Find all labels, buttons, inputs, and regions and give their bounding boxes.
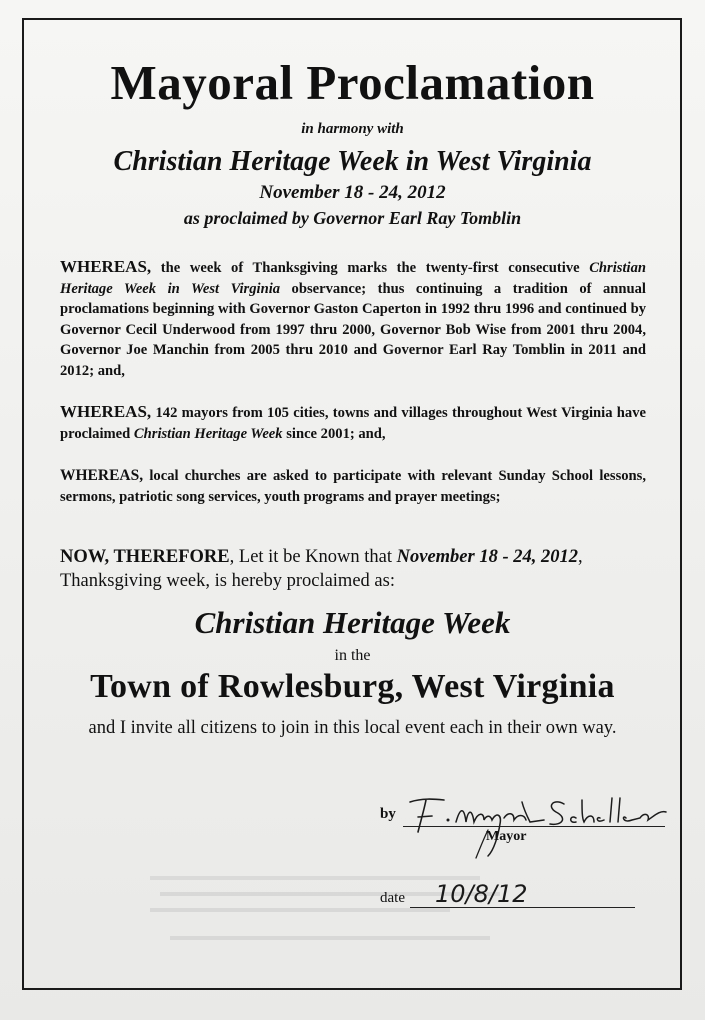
whereas-italic: Christian Heritage Week in West Virginia <box>60 260 646 297</box>
mayor-signature <box>404 777 674 860</box>
whereas-text: observance; thus continuing a tradition of annual proclamations beginning with Governor Gaston Caperton in 1992 thru 1996 and continued by Governor Cecil Underwood from 1997 thru 2000, Governor Bob Wise from 2001 thru 2004, Governor Joe Manchin from 2005 thru 2010 and Governor Earl Ray Tomblin in 2011 and 2012; and, <box>60 280 646 379</box>
resolution-dates: November 18 - 24, 2012 <box>396 547 578 567</box>
whereas-lead: WHEREAS, <box>60 257 152 276</box>
signed-date: 10/8/12 <box>435 880 528 908</box>
whereas-italic: Christian Heritage Week <box>133 425 283 442</box>
whereas-text: since 2001; and, <box>282 425 386 442</box>
whereas-text: local churches are asked to participate with relevant Sunday School lessons, sermons, patriotic song services, youth programs and prayer meetings; <box>60 468 646 505</box>
resolution-lead: NOW, THEREFORE <box>60 547 230 567</box>
whereas-lead: WHEREAS, <box>60 402 152 421</box>
resolution-paragraph <box>60 545 660 593</box>
event-dates: November 18 - 24, 2012 <box>259 182 446 203</box>
town-name: Town of Rowlesburg, West Virginia <box>90 668 615 705</box>
whereas-paragraph-3 <box>60 466 646 507</box>
resolution-text: , Let it be Known that <box>229 547 397 567</box>
resolution-text: , Thanksgiving week, is hereby proclaimed as: <box>60 547 583 591</box>
harmony-subtitle: in harmony with <box>301 121 404 137</box>
whereas-paragraph-1 <box>60 257 646 381</box>
proclaimed-title: Christian Heritage Week <box>194 605 511 640</box>
invitation-text: and I invite all citizens to join in this local event each in their own way. <box>88 718 617 738</box>
date-label: date <box>380 890 405 906</box>
whereas-lead: WHEREAS, <box>60 467 144 484</box>
whereas-paragraph-2 <box>60 402 646 444</box>
whereas-text: 142 mayors from 105 cities, towns and villages throughout West Virginia have proclaimed <box>60 405 646 442</box>
by-label: by <box>380 806 396 822</box>
in-the-label: in the <box>334 647 371 664</box>
signature-name: F. Margaret Schollar <box>404 777 536 794</box>
whereas-text: the week of Thanksgiving marks the twenty-first consecutive <box>151 260 590 276</box>
governor-line: as proclaimed by Governor Earl Ray Tomblin <box>183 208 522 228</box>
mayor-title: Mayor <box>486 829 527 844</box>
heritage-week-heading: Christian Heritage Week in West Virginia <box>113 146 592 177</box>
document-title: Mayoral Proclamation <box>110 55 595 110</box>
